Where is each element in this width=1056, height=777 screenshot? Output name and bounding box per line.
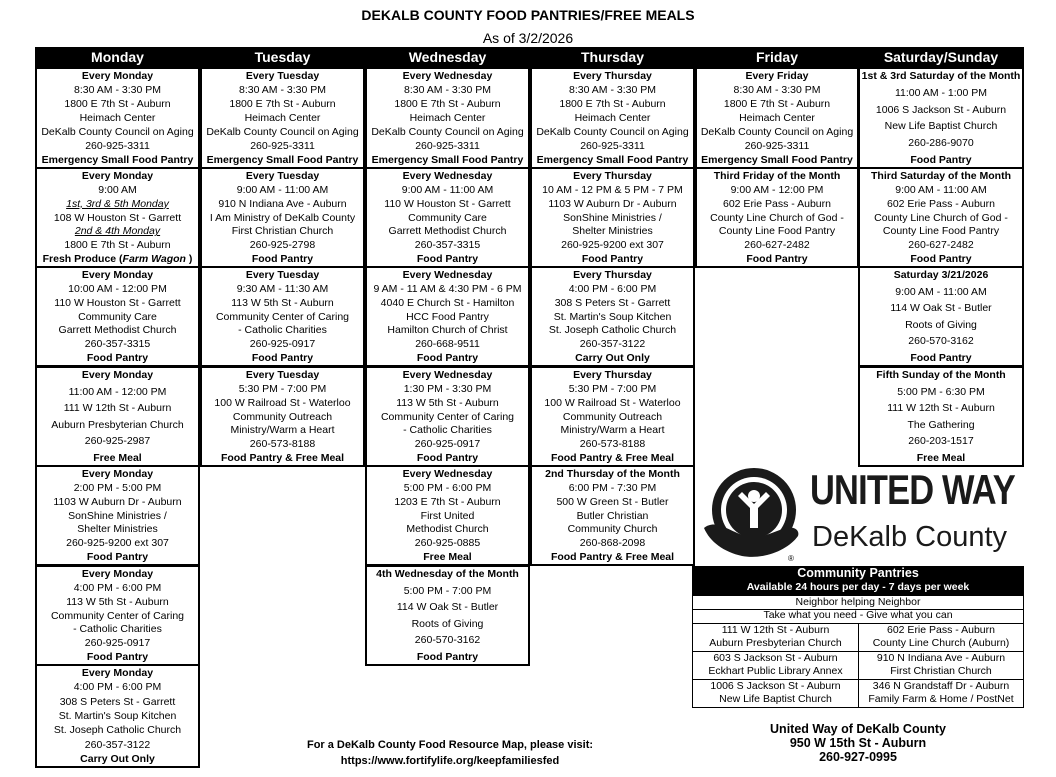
pantry-entry-mon-3 bbox=[35, 266, 200, 367]
entry-detail: Auburn Presbyterian Church bbox=[51, 418, 184, 431]
entry-detail: 910 N Indiana Ave - Auburn bbox=[218, 197, 347, 210]
location-address: 346 N Grandstaff Dr - Auburn bbox=[872, 680, 1010, 692]
entry-detail: 113 W 5th St - Auburn bbox=[66, 595, 169, 608]
location-address: 1006 S Jackson St - Auburn bbox=[710, 680, 841, 692]
entry-type: Food Pantry bbox=[416, 452, 479, 465]
entry-detail: 8:30 AM - 3:30 PM bbox=[404, 84, 491, 96]
entry-detail: 260-925-3311 bbox=[580, 140, 645, 152]
resource-map-link[interactable]: https://www.fortifylife.org/keepfamiliesfed bbox=[340, 755, 560, 767]
entry-detail: 1006 S Jackson St - Auburn bbox=[875, 103, 1007, 116]
entry-detail: 260-627-2482 bbox=[744, 239, 810, 252]
day-header-tuesday: Tuesday bbox=[200, 47, 365, 67]
entry-detail: 260-925-3311 bbox=[415, 140, 480, 152]
entry-detail: Shelter Ministries bbox=[77, 523, 158, 536]
pantry-entry-thu-3 bbox=[530, 266, 695, 367]
entry-detail: DeKalb County Council on Aging bbox=[700, 126, 854, 138]
entry-type: Emergency Small Food Pantry bbox=[536, 154, 689, 166]
entry-detail: Heimach Center bbox=[244, 112, 321, 124]
entry-detail: 260-357-3315 bbox=[414, 239, 481, 252]
entry-detail: 2nd & 4th Monday bbox=[74, 225, 161, 238]
entry-detail: 260-357-3315 bbox=[84, 338, 151, 351]
entry-detail: 8:30 AM - 3:30 PM bbox=[569, 84, 656, 96]
entry-detail: 9:00 AM - 12:00 PM bbox=[730, 183, 824, 196]
community-pantry-location bbox=[858, 623, 1024, 652]
entry-schedule: Third Saturday of the Month bbox=[871, 170, 1011, 182]
entry-type: Food Pantry bbox=[416, 352, 479, 365]
entry-detail: 10 AM - 12 PM & 5 PM - 7 PM bbox=[542, 183, 683, 196]
entry-detail: 114 W Oak St - Butler bbox=[396, 601, 499, 614]
location-name: Family Farm & Home / PostNet bbox=[868, 693, 1014, 705]
entry-detail: 260-573-8188 bbox=[579, 438, 646, 451]
entry-detail: 8:30 AM - 3:30 PM bbox=[733, 84, 821, 96]
entry-schedule: Third Friday of the Month bbox=[713, 170, 841, 182]
entry-type: Carry Out Only bbox=[80, 752, 155, 765]
entry-type: Emergency Small Food Pantry bbox=[206, 154, 359, 166]
entry-detail: St. Martin's Soup Kitchen bbox=[58, 709, 177, 722]
entry-detail: 1103 W Auburn Dr - Auburn bbox=[53, 495, 182, 508]
pantry-entry-mon-7 bbox=[35, 664, 200, 768]
pantry-entry-tue-1 bbox=[200, 67, 365, 169]
entry-detail: 500 W Green St - Butler bbox=[556, 495, 669, 508]
entry-detail: St. Joseph Catholic Church bbox=[53, 724, 182, 737]
entry-schedule: Every Monday bbox=[81, 568, 154, 580]
location-address: 602 Erie Pass - Auburn bbox=[887, 624, 995, 636]
entry-schedule: Every Monday bbox=[81, 667, 154, 679]
entry-detail: Shelter Ministries bbox=[572, 225, 653, 238]
pantry-entry-tue-4 bbox=[200, 366, 365, 467]
pantry-entry-sat-3 bbox=[858, 266, 1024, 367]
entry-type: Emergency Small Food Pantry bbox=[41, 154, 194, 166]
entry-detail: Heimach Center bbox=[574, 112, 651, 124]
entry-schedule: Every Wednesday bbox=[402, 468, 493, 480]
entry-type: Food Pantry bbox=[86, 551, 149, 564]
entry-detail: 1203 E 7th St - Auburn bbox=[394, 495, 501, 508]
entry-schedule: Every Monday bbox=[81, 369, 154, 381]
day-header-wednesday: Wednesday bbox=[365, 47, 530, 67]
entry-type-italic: Farm Wagon bbox=[122, 253, 186, 266]
location-name: First Christian Church bbox=[890, 665, 992, 677]
entry-type: Free Meal bbox=[423, 551, 472, 564]
logo-line1: UNITED WAY bbox=[810, 466, 1015, 513]
entry-detail: 4040 E Church St - Hamilton bbox=[380, 296, 515, 309]
location-address: 603 S Jackson St - Auburn bbox=[713, 652, 838, 664]
entry-detail: Community Center of Caring bbox=[215, 310, 350, 323]
entry-detail: New Life Baptist Church bbox=[884, 120, 998, 133]
location-address: 111 W 12th St - Auburn bbox=[721, 624, 830, 636]
entry-detail: 113 W 5th St - Auburn bbox=[396, 396, 499, 409]
community-pantry-location bbox=[692, 651, 859, 680]
entry-schedule: Every Monday bbox=[81, 468, 154, 480]
entry-detail: DeKalb County Council on Aging bbox=[206, 126, 359, 138]
entry-detail: 260-925-9200 ext 307 bbox=[66, 537, 169, 550]
entry-detail: SonShine Ministries / bbox=[563, 211, 662, 224]
entry-type: Food Pantry bbox=[251, 253, 314, 266]
entry-detail: 260-868-2098 bbox=[579, 537, 646, 550]
entry-detail: 260-925-3311 bbox=[250, 140, 315, 152]
entry-schedule: Every Monday bbox=[81, 170, 154, 182]
entry-type: Emergency Small Food Pantry bbox=[701, 154, 853, 166]
entry-detail: First United bbox=[420, 509, 475, 522]
entry-detail: 260-925-0917 bbox=[414, 438, 481, 451]
entry-detail: First Christian Church bbox=[231, 225, 334, 238]
entry-detail: 260-925-0917 bbox=[84, 637, 151, 650]
entry-detail: 5:30 PM - 7:00 PM bbox=[238, 382, 327, 395]
entry-detail: 260-925-3311 bbox=[85, 140, 150, 152]
entry-schedule: Every Monday bbox=[81, 70, 154, 82]
entry-detail: 113 W 5th St - Auburn bbox=[231, 296, 334, 309]
entry-detail: Community Outreach bbox=[562, 410, 663, 423]
entry-detail: 308 S Peters St - Garrett bbox=[59, 695, 176, 708]
entry-detail: SonShine Ministries / bbox=[68, 509, 167, 522]
entry-detail: St. Joseph Catholic Church bbox=[548, 324, 677, 337]
pantry-entry-mon-1 bbox=[35, 67, 200, 169]
entry-detail: 10:00 AM - 12:00 PM bbox=[68, 282, 167, 295]
entry-detail: 5:00 PM - 7:00 PM bbox=[403, 584, 492, 597]
entry-schedule: Every Monday bbox=[81, 269, 154, 281]
entry-type: Food Pantry & Free Meal bbox=[550, 551, 675, 564]
pantry-entry-thu-5 bbox=[530, 465, 695, 566]
entry-detail: 260-286-9070 bbox=[908, 137, 974, 150]
entry-schedule: Every Thursday bbox=[573, 70, 652, 82]
entry-detail: 8:30 AM - 3:30 PM bbox=[74, 84, 161, 96]
entry-detail: 260-570-3162 bbox=[908, 335, 974, 348]
entry-detail: 9:00 AM - 11:00 AM bbox=[895, 285, 987, 298]
entry-detail: 602 Erie Pass - Auburn bbox=[887, 197, 995, 210]
entry-detail: 260-203-1517 bbox=[908, 435, 974, 448]
entry-detail: Garrett Methodist Church bbox=[58, 324, 177, 337]
pantry-entry-wed-2 bbox=[365, 167, 530, 268]
entry-detail: 602 Erie Pass - Auburn bbox=[723, 197, 831, 210]
resource-map-text: For a DeKalb County Food Resource Map, please visit: bbox=[306, 739, 594, 751]
entry-detail: 9:00 AM - 11:00 AM bbox=[401, 183, 494, 196]
pantry-entry-wed-1 bbox=[365, 67, 530, 169]
entry-detail: DeKalb County Council on Aging bbox=[371, 126, 524, 138]
entry-detail: 8:30 AM - 3:30 PM bbox=[239, 84, 326, 96]
entry-detail: DeKalb County Council on Aging bbox=[536, 126, 689, 138]
entry-detail: I Am Ministry of DeKalb County bbox=[209, 211, 356, 224]
community-pantry-location bbox=[858, 679, 1024, 708]
entry-detail: County Line Church of God - bbox=[874, 211, 1008, 224]
entry-detail: 6:00 PM - 7:30 PM bbox=[568, 481, 657, 494]
entry-type-text: Fresh Produce ( bbox=[42, 253, 123, 266]
entry-detail: Heimach Center bbox=[79, 112, 156, 124]
entry-detail: Roots of Giving bbox=[411, 617, 484, 630]
pantry-entry-fri-2 bbox=[695, 167, 859, 268]
registered-mark: ® bbox=[788, 554, 794, 563]
entry-type: Food Pantry bbox=[86, 352, 149, 365]
entry-detail: County Line Church of God - bbox=[710, 211, 844, 224]
entry-type: Food Pantry bbox=[910, 351, 972, 364]
entry-schedule: 4th Wednesday of the Month bbox=[376, 568, 519, 580]
entry-detail: 9:00 AM bbox=[98, 183, 137, 196]
location-address: 910 N Indiana Ave - Auburn bbox=[876, 652, 1006, 664]
entry-detail: Community Church bbox=[567, 523, 658, 536]
entry-detail: DeKalb County Council on Aging bbox=[41, 126, 194, 138]
entry-detail: Community Center of Caring bbox=[380, 410, 515, 423]
community-pantry-location bbox=[692, 679, 859, 708]
resource-map-note bbox=[262, 737, 638, 769]
pantry-entry-wed-3 bbox=[365, 266, 530, 367]
entry-detail: 260-357-3122 bbox=[579, 338, 646, 351]
entry-detail: Heimach Center bbox=[739, 112, 815, 124]
entry-detail: Methodist Church bbox=[406, 523, 489, 536]
entry-detail: Ministry/Warm a Heart bbox=[230, 424, 335, 437]
entry-detail: 260-925-0917 bbox=[249, 338, 316, 351]
day-header-monday: Monday bbox=[35, 47, 200, 67]
entry-detail: 308 S Peters St - Garrett bbox=[554, 296, 671, 309]
entry-detail: 1800 E 7th St - Auburn bbox=[394, 98, 501, 110]
entry-detail: 5:00 PM - 6:30 PM bbox=[897, 385, 985, 398]
entry-detail: County Line Food Pantry bbox=[882, 225, 1000, 238]
community-pantries-subtitle: Available 24 hours per day - 7 days per week bbox=[746, 581, 970, 593]
entry-detail: 1800 E 7th St - Auburn bbox=[64, 98, 171, 110]
entry-detail: 9 AM - 11 AM & 4:30 PM - 6 PM bbox=[373, 282, 522, 295]
community-pantries-title: Community Pantries bbox=[797, 566, 919, 580]
entry-type: Free Meal bbox=[93, 451, 142, 464]
location-name: Eckhart Public Library Annex bbox=[708, 665, 843, 677]
entry-type: Food Pantry bbox=[86, 651, 149, 664]
entry-type: Food Pantry bbox=[746, 253, 808, 266]
entry-detail: Community Care bbox=[408, 211, 487, 224]
page-subtitle: As of 3/2/2026 bbox=[482, 30, 574, 46]
entry-schedule: 1st & 3rd Saturday of the Month bbox=[861, 70, 1021, 82]
entry-type: Food Pantry bbox=[581, 253, 644, 266]
entry-schedule: Every Wednesday bbox=[402, 269, 493, 281]
entry-detail: County Line Food Pantry bbox=[718, 225, 836, 238]
entry-detail: 4:00 PM - 6:00 PM bbox=[568, 282, 657, 295]
location-name: Auburn Presbyterian Church bbox=[709, 637, 842, 649]
entry-detail: 1800 E 7th St - Auburn bbox=[229, 98, 336, 110]
entry-detail: 1st, 3rd & 5th Monday bbox=[66, 197, 169, 210]
entry-detail: Community Outreach bbox=[232, 410, 333, 423]
entry-schedule: Fifth Sunday of the Month bbox=[876, 369, 1006, 381]
entry-type: Food Pantry & Free Meal bbox=[220, 452, 345, 465]
entry-detail: 111 W 12th St - Auburn bbox=[63, 402, 172, 415]
united-way-logo bbox=[702, 466, 1022, 564]
pantry-entry-tue-3 bbox=[200, 266, 365, 367]
united-way-phone: 260-927-0995 bbox=[819, 750, 897, 764]
entry-schedule: Every Wednesday bbox=[402, 70, 493, 82]
entry-detail: 260-668-9511 bbox=[415, 338, 480, 351]
entry-detail: Roots of Giving bbox=[905, 318, 977, 331]
entry-detail: 1800 E 7th St - Auburn bbox=[64, 239, 171, 252]
entry-type: Food Pantry bbox=[910, 253, 972, 266]
entry-detail: 4:00 PM - 6:00 PM bbox=[73, 581, 162, 594]
entry-schedule: Every Wednesday bbox=[402, 369, 493, 381]
entry-detail: - Catholic Charities bbox=[403, 424, 492, 437]
entry-type: Food Pantry bbox=[251, 352, 314, 365]
entry-detail: 9:00 AM - 11:00 AM bbox=[895, 183, 987, 196]
entry-detail: 1:30 PM - 3:30 PM bbox=[403, 382, 492, 395]
entry-detail: Ministry/Warm a Heart bbox=[560, 424, 665, 437]
pantry-entry-thu-4 bbox=[530, 366, 695, 467]
entry-schedule: Every Tuesday bbox=[245, 269, 320, 281]
united-way-contact bbox=[692, 722, 1024, 764]
entry-detail: 111 W 12th St - Auburn bbox=[887, 402, 995, 415]
entry-detail: 110 W Houston St - Garrett bbox=[384, 197, 511, 210]
entry-schedule: 2nd Thursday of the Month bbox=[545, 468, 680, 480]
pantry-entry-mon-2 bbox=[35, 167, 200, 268]
entry-detail: 1800 E 7th St - Auburn bbox=[559, 98, 666, 110]
page-title: DEKALB COUNTY FOOD PANTRIES/FREE MEALS bbox=[361, 7, 695, 23]
entry-detail: 108 W Houston St - Garrett bbox=[53, 211, 182, 224]
entry-type: Food Pantry & Free Meal bbox=[550, 452, 675, 465]
community-tagline-1: Neighbor helping Neighbor bbox=[692, 595, 1024, 610]
entry-schedule: Every Thursday bbox=[573, 269, 652, 281]
community-pantry-location bbox=[692, 623, 859, 652]
entry-detail: HCC Food Pantry bbox=[406, 310, 489, 323]
entry-detail: Community Care bbox=[78, 310, 157, 323]
entry-detail: 1800 E 7th St - Auburn bbox=[723, 98, 831, 110]
entry-schedule: Saturday 3/21/2026 bbox=[893, 269, 989, 281]
united-way-address: 950 W 15th St - Auburn bbox=[789, 736, 927, 750]
entry-detail: 1103 W Auburn Dr - Auburn bbox=[548, 197, 677, 210]
entry-type: Food Pantry bbox=[910, 153, 972, 166]
entry-detail: 260-925-2987 bbox=[84, 435, 151, 448]
pantry-entry-tue-2 bbox=[200, 167, 365, 268]
entry-detail: Community Center of Caring bbox=[50, 609, 185, 622]
community-tagline-2: Take what you need - Give what you can bbox=[692, 609, 1024, 624]
community-pantry-location bbox=[858, 651, 1024, 680]
entry-detail: 260-925-3311 bbox=[744, 140, 810, 152]
entry-type: Carry Out Only bbox=[575, 352, 650, 365]
entry-detail: Garrett Methodist Church bbox=[388, 225, 507, 238]
entry-schedule: Every Thursday bbox=[573, 369, 652, 381]
entry-detail: 9:00 AM - 11:00 AM bbox=[236, 183, 329, 196]
pantry-entry-thu-2 bbox=[530, 167, 695, 268]
entry-detail: 100 W Railroad St - Waterloo bbox=[214, 396, 351, 409]
pantry-entry-sat-4 bbox=[858, 366, 1024, 467]
entry-detail: 5:00 PM - 6:00 PM bbox=[403, 481, 492, 494]
day-header-friday: Friday bbox=[695, 47, 859, 67]
logo-line2: DeKalb County bbox=[812, 521, 1008, 553]
entry-detail: 9:30 AM - 11:30 AM bbox=[236, 282, 329, 295]
pantry-entry-wed-6 bbox=[365, 565, 530, 666]
pantry-entry-wed-4 bbox=[365, 366, 530, 467]
entry-detail: The Gathering bbox=[907, 418, 975, 431]
entry-detail: 260-627-2482 bbox=[908, 239, 974, 252]
entry-schedule: Every Tuesday bbox=[245, 369, 320, 381]
day-header-saturday-sunday: Saturday/Sunday bbox=[858, 47, 1024, 67]
entry-type: Food Pantry bbox=[416, 650, 479, 663]
pantry-entry-sat-2 bbox=[858, 167, 1024, 268]
pantry-entry-fri-1 bbox=[695, 67, 859, 169]
pantry-entry-wed-5 bbox=[365, 465, 530, 566]
location-name: County Line Church (Auburn) bbox=[872, 637, 1010, 649]
entry-detail: 260-925-2798 bbox=[249, 239, 316, 252]
entry-detail: 260-925-0885 bbox=[414, 537, 481, 550]
pantry-entry-thu-1 bbox=[530, 67, 695, 169]
entry-detail: 11:00 AM - 12:00 PM bbox=[68, 385, 167, 398]
united-way-name: United Way of DeKalb County bbox=[770, 722, 946, 736]
entry-detail: 4:00 PM - 6:00 PM bbox=[73, 681, 162, 694]
entry-schedule: Every Wednesday bbox=[402, 170, 493, 182]
entry-detail: Heimach Center bbox=[409, 112, 486, 124]
entry-detail: 114 W Oak St - Butler bbox=[890, 302, 992, 315]
entry-detail: 260-925-9200 ext 307 bbox=[561, 239, 664, 252]
entry-schedule: Every Tuesday bbox=[245, 170, 320, 182]
entry-detail: - Catholic Charities bbox=[238, 324, 327, 337]
pantry-entry-mon-6 bbox=[35, 565, 200, 666]
entry-detail: 110 W Houston St - Garrett bbox=[54, 296, 181, 309]
entry-detail: St. Martin's Soup Kitchen bbox=[553, 310, 672, 323]
day-header-thursday: Thursday bbox=[530, 47, 695, 67]
entry-detail: 5:30 PM - 7:00 PM bbox=[568, 382, 657, 395]
entry-detail: 260-570-3162 bbox=[414, 634, 481, 647]
entry-schedule: Every Tuesday bbox=[245, 70, 320, 82]
entry-schedule: Every Friday bbox=[745, 70, 809, 82]
united-way-hand-icon bbox=[702, 466, 802, 564]
entry-type: Free Meal bbox=[916, 451, 966, 464]
entry-detail: 2:00 PM - 5:00 PM bbox=[73, 481, 162, 494]
community-pantries-header bbox=[692, 566, 1024, 595]
entry-type: Emergency Small Food Pantry bbox=[371, 154, 524, 166]
pantry-entry-mon-5 bbox=[35, 465, 200, 566]
entry-detail: 260-573-8188 bbox=[249, 438, 316, 451]
location-name: New Life Baptist Church bbox=[719, 693, 832, 705]
entry-detail: Butler Christian bbox=[576, 509, 649, 522]
entry-type: Food Pantry bbox=[416, 253, 479, 266]
entry-detail: 260-357-3122 bbox=[84, 738, 151, 751]
entry-detail: - Catholic Charities bbox=[73, 623, 162, 636]
entry-detail: 11:00 AM - 1:00 PM bbox=[894, 86, 988, 99]
pantry-entry-mon-4 bbox=[35, 366, 200, 467]
entry-detail: Hamilton Church of Christ bbox=[387, 324, 508, 337]
entry-schedule: Every Thursday bbox=[573, 170, 652, 182]
entry-type-end: ) bbox=[185, 253, 193, 266]
entry-type bbox=[37, 252, 198, 266]
pantry-entry-sat-1 bbox=[858, 67, 1024, 169]
entry-detail: 100 W Railroad St - Waterloo bbox=[544, 396, 681, 409]
